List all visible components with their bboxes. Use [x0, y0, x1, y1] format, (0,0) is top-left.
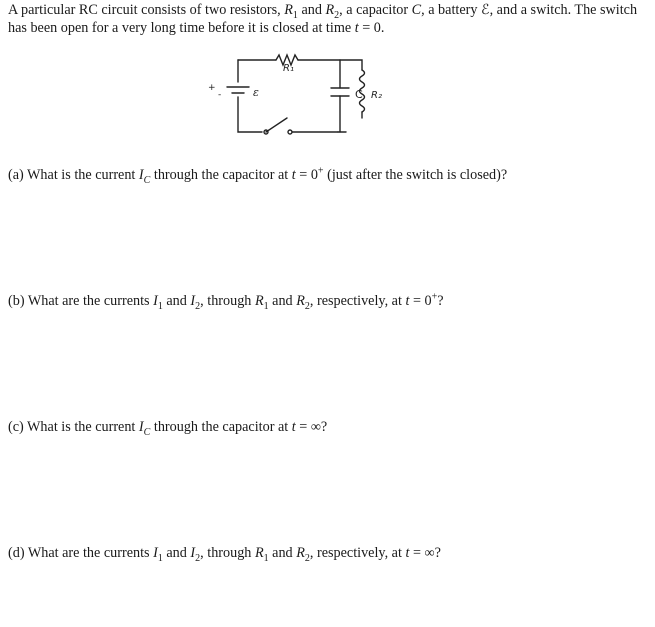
rc-circuit-diagram [200, 40, 420, 150]
r1-subscript: 1 [263, 300, 269, 312]
question-text: , respectively, at [309, 293, 406, 309]
t-symbol: t [405, 545, 410, 561]
t-symbol: t [291, 167, 296, 183]
intro-text: , and a switch. The switch has been open for a very long time before it is closed at time [8, 2, 638, 36]
c-symbol: C [411, 2, 422, 18]
question-text: and [268, 545, 297, 561]
current-symbol: I [153, 293, 158, 309]
question-text: = ∞? [295, 419, 328, 435]
capacitor-label: C [355, 88, 363, 101]
question-text: through the capacitor at [150, 419, 292, 435]
question-label: (b) [8, 293, 25, 309]
current-symbol: I [190, 293, 196, 309]
current-subscript: C [143, 174, 151, 186]
question-text: , through [200, 293, 255, 309]
r2-subscript: 2 [304, 300, 310, 312]
current-symbol: I [138, 419, 144, 435]
question-text: , respectively, at [309, 545, 406, 561]
battery-plus-label: + [208, 83, 216, 93]
question-a [8, 166, 507, 184]
top-wire-right [298, 60, 362, 70]
question-text: What is the current [23, 419, 139, 435]
intro-text: A particular RC circuit consists of two resistors, [8, 2, 285, 18]
question-text: ? [437, 293, 444, 309]
r1-subscript: 1 [263, 552, 269, 564]
switch-lever [266, 118, 287, 132]
question-c [8, 418, 327, 436]
current-subscript: 2 [195, 300, 201, 312]
question-text: and [268, 293, 297, 309]
r2-subscript: 2 [334, 9, 340, 21]
question-label: (a) [8, 167, 24, 183]
question-b [8, 292, 444, 310]
emf-symbol: ℰ [480, 2, 490, 18]
current-symbol: I [138, 167, 144, 183]
battery-minus-label: - [218, 90, 222, 100]
question-text: , through [200, 545, 255, 561]
r2-subscript: 2 [304, 552, 310, 564]
r1-symbol: R [284, 2, 293, 18]
question-text: and [162, 545, 191, 561]
t-symbol: t [405, 293, 410, 309]
intro-text: and [297, 2, 326, 18]
r1-symbol: R [254, 293, 264, 309]
r2-symbol: R [296, 545, 305, 561]
intro-text: = 0. [358, 20, 385, 36]
r2-symbol: R [296, 293, 305, 309]
current-subscript: 2 [195, 552, 201, 564]
current-symbol: I [153, 545, 158, 561]
problem-statement [8, 1, 648, 37]
r1-symbol: R [254, 545, 264, 561]
current-symbol: I [190, 545, 196, 561]
t-symbol: t [291, 419, 296, 435]
question-text: = 0 [295, 167, 318, 183]
question-text: What is the current [23, 167, 139, 183]
question-text: What are the currents [24, 293, 154, 309]
intro-text: , a capacitor [339, 2, 412, 18]
question-text: = ∞? [409, 545, 441, 561]
intro-text: , a battery [421, 2, 481, 18]
superscript-plus: + [317, 165, 324, 177]
r1-subscript: 1 [292, 9, 298, 21]
left-wire-bottom [238, 97, 262, 132]
r2-symbol: R [325, 2, 335, 18]
superscript-plus: + [431, 291, 438, 303]
r1-label: R₁ [283, 63, 294, 74]
current-subscript: C [143, 426, 151, 438]
emf-label: ε [253, 86, 259, 99]
question-text: through the capacitor at [150, 167, 292, 183]
question-text: = 0 [409, 293, 432, 309]
current-subscript: 1 [157, 552, 163, 564]
t-symbol: t [354, 20, 359, 36]
current-subscript: 1 [157, 300, 163, 312]
question-text: and [162, 293, 191, 309]
question-text: What are the currents [24, 545, 154, 561]
question-label: (d) [8, 545, 25, 561]
question-d [8, 544, 441, 562]
question-label: (c) [8, 419, 24, 435]
r2-label: R₂ [371, 90, 382, 101]
question-text: (just after the switch is closed)? [323, 167, 508, 183]
